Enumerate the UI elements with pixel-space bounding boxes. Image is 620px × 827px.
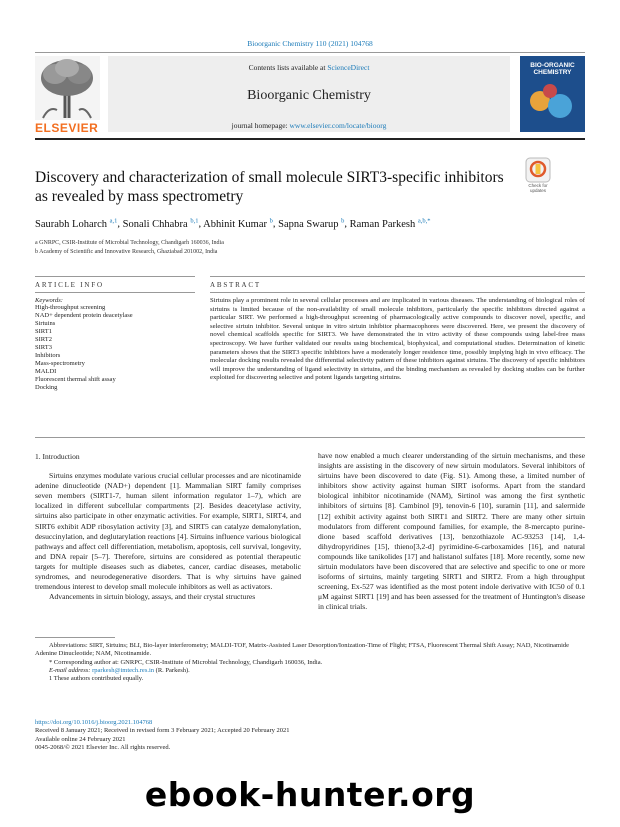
affiliation-b: b Academy of Scientific and Innovative Research, Ghaziabad 201002, India bbox=[35, 249, 218, 255]
keyword-item: Inhibitors bbox=[35, 352, 61, 359]
homepage-line bbox=[108, 121, 510, 130]
available-online: Available online 24 February 2021 bbox=[35, 735, 126, 743]
intro-heading: 1. Introduction bbox=[35, 452, 80, 461]
doi-link[interactable]: https://doi.org/10.1016/j.bioorg.2021.104768 bbox=[35, 719, 153, 726]
check-updates-line1: Check for bbox=[528, 183, 548, 188]
intro-left-column bbox=[35, 452, 301, 602]
copyright: 0045-2068/© 2021 Elsevier Inc. All rights reserved. bbox=[35, 743, 171, 751]
abstract-heading: ABSTRACT bbox=[210, 281, 261, 289]
header-top-rule bbox=[35, 52, 585, 53]
article-info-heading: ARTICLE INFO bbox=[35, 281, 104, 289]
check-updates-line2: updates bbox=[529, 188, 546, 193]
affiliation-a: a GNRPC, CSIR-Institute of Microbial Technology, Chandigarh 160036, India bbox=[35, 240, 224, 246]
email-suffix: (R. Parkesh). bbox=[154, 666, 190, 674]
email-footnote bbox=[35, 667, 585, 675]
intro-paragraph-1: Sirtuins enzymes modulate various crucial cellular processes and are nicotinamide adenine dinucleotide (NAD+) dependent [1]. Mammalian SIRT family comprises seven members (SIRT1-7, human silent information regulator 1–7), which are localized in different subcellular compartments [2]. Besides deacetylase activity, sirtuins also participate in other enzymatic activities. For example, SIRT1, SIRT4, and SIRT6 exhibit ADP ribosylation activity [3], and SIRT5 can catalyze demalonylation, desuccinylation, and deglutarylation reactions [4]. Sirtuins influence various biological pathways and affect cell differentiation, metabolism, apoptosis, cell survival, longevity, and DNA repair [5–7]. Therefore, sirtuins are considered as potential therapeutic targets for multiple diseases such as diabetes, cancer, cardiac diseases, metabolic syndromes, and neurodegenerative disorders. That is why sirtuins have gained tremendous interest to develop small molecule inhibitors as well as activators. bbox=[35, 471, 301, 592]
abstract-bottom-rule bbox=[35, 437, 585, 438]
keyword-item: SIRT2 bbox=[35, 336, 52, 343]
article-title bbox=[35, 168, 505, 206]
author-list: Saurabh Loharch $^{a,1}$, Sonali Chhabra $^{b,1}$, Abhinit Kumar $^b$, Sapna Swarup $^b$, Raman Parkesh $^{a,b,*}$ bbox=[35, 217, 431, 230]
contents-line bbox=[108, 63, 510, 72]
watermark-text: ebook-hunter.org bbox=[144, 775, 476, 814]
keyword-item: SIRT3 bbox=[35, 344, 52, 351]
author[interactable]: Abhinit Kumar $^b$ bbox=[203, 217, 273, 230]
footnote-rule bbox=[35, 637, 115, 638]
elsevier-tree-logo bbox=[35, 56, 100, 131]
keyword-item: Fluorescent thermal shift assay bbox=[35, 376, 116, 383]
journal-title: Bioorganic Chemistry bbox=[247, 88, 371, 103]
cover-art bbox=[520, 76, 585, 126]
keyword-item: SIRT1 bbox=[35, 328, 52, 335]
intro-right-column bbox=[318, 451, 585, 613]
abbreviations-footnote: Abbreviations: SIRT, Sirtuins; BLI, Bio-layer interferometry; MALDI-TOF, Matrix-Assisted Laser Desorption/Ionization-Time of Flight; FTSA, Fluorescent Thermal Shift Assay; NAD, Nicotinamide Adenine Dinucleotide; NAM, Nicotinamide. bbox=[35, 642, 570, 658]
article-title-line2: as revealed by mass spectrometry bbox=[35, 188, 244, 205]
keywords-list bbox=[35, 304, 195, 392]
check-updates-label bbox=[516, 183, 560, 193]
keyword-item: NAD+ dependent protein deacetylase bbox=[35, 312, 133, 319]
article-info-rule-2 bbox=[35, 292, 195, 293]
cover-title-line2: CHEMISTRY bbox=[533, 69, 572, 76]
check-updates-icon bbox=[524, 156, 552, 184]
keyword-item: Sirtuins bbox=[35, 320, 56, 327]
keywords-label: Keywords: bbox=[35, 297, 63, 304]
abstract-rule bbox=[210, 276, 585, 277]
journal-cover-image bbox=[520, 56, 585, 132]
author[interactable]: Raman Parkesh $^{a,b,*}$ bbox=[349, 217, 431, 230]
elsevier-wordmark: ELSEVIER bbox=[35, 121, 99, 135]
keyword-item: Docking bbox=[35, 384, 58, 391]
received-dates: Received 8 January 2021; Received in revised form 3 February 2021; Accepted 20 February 2021 bbox=[35, 727, 290, 735]
header-bottom-rule bbox=[35, 138, 585, 140]
article-history bbox=[35, 719, 290, 752]
abstract-text: Sirtuins play a prominent role in several cellular processes and are implicated in various diseases. The understanding of biological roles of sirtuins is limited because of the non-availability of small molecule inhibitors, particularly the specific inhibitors directed against a particular SIRT. We performed a high-throughput screening of pharmacologically active compounds to discover novel, specific, and selective sirtuin inhibitor. Several unique in vitro sirtuin inhibitor pharmacophores were discovered. Here, we present the discovery of novel chemical scaffolds specific for SIRT3. We have demonstrated the in vitro activity of these compounds using label-free mass spectroscopy. We have further validated our results using biochemical, biophysical, and computational studies. Determination of kinetic parameters shows that the SIRT3 specific inhibitors have a moderately longer residence time, possibly implying high in vivo efficacy. The molecular docking results revealed the differential selectivity pattern of these inhibitors against sirtuins. The discovery of specific inhibitors will improve the understanding of ligand selectivity in sirtuins, and the binding mechanism as revealed by docking studies can be further exploited for discovering selective and potent ligands targeting sirtuins. bbox=[210, 297, 585, 382]
footnotes bbox=[35, 642, 585, 683]
article-info-rule bbox=[35, 276, 195, 277]
check-for-updates-badge[interactable] bbox=[524, 156, 552, 184]
homepage-prefix: journal homepage: bbox=[231, 121, 290, 130]
keyword-item: Mass-spectrometry bbox=[35, 360, 85, 367]
author[interactable]: Sapna Swarup $^b$ bbox=[278, 217, 345, 230]
sciencedirect-link[interactable]: ScienceDirect bbox=[327, 63, 370, 72]
author[interactable]: Saurabh Loharch $^{a,1}$ bbox=[35, 217, 118, 230]
keyword-item: High-throughput screening bbox=[35, 304, 106, 311]
email-link[interactable]: rparkesh@imtech.res.in bbox=[92, 666, 155, 674]
cover-title-line1: BIO-ORGANIC bbox=[530, 62, 575, 69]
keywords-block bbox=[35, 297, 195, 392]
article-title-line1: Discovery and characterization of small molecule SIRT3-specific inhibitors bbox=[35, 169, 504, 186]
keyword-item: MALDI bbox=[35, 368, 57, 375]
homepage-link[interactable]: www.elsevier.com/locate/bioorg bbox=[289, 121, 387, 130]
journal-reference[interactable]: Bioorganic Chemistry 110 (2021) 104768 bbox=[247, 39, 373, 48]
equal-contribution-footnote: 1 These authors contributed equally. bbox=[49, 675, 144, 683]
contents-prefix: Contents lists available at bbox=[248, 63, 328, 72]
intro-paragraph-2: Advancements in sirtuin biology, assays, and their crystal structures bbox=[49, 592, 256, 602]
corresponding-footnote: * Corresponding author at: GNRPC, CSIR-Institute of Microbial Technology, Chandigarh 160036, India. bbox=[49, 658, 323, 666]
email-label: E-mail address: bbox=[49, 666, 93, 674]
intro-right-paragraph: have now enabled a much clearer understanding of the sirtuin mechanisms, and these insights are assisting in the discovery of new sirtuin modulators. Several inhibitors of sirtuins have been discovered to date (Fig. S1). Among these, a limited number of inhibitors show activity against human SIRT isoforms. Apart from the standard biological inhibitor nicotinamide (NAM), Sirtinol was among the first synthetic inhibitors of sirtuins [8]. Cambinol [9], tenovin-6 [10], suramin [11], and salermide [12] exhibit activity against both SIRT1 and SIRT2. There are many other sirtuin modulators from different compound families, for example, the 8-mercapto purine-dione based scaffold derivatives [13], benzothiazole AC-93253 [14], 1,4-dihydropyridines [15], thieno[3,2-d] pyrimidine-6-carboxamides [16], and natural compounds like tanikolides [17] and halistanol sulfates [18]. More recently, some new sirtuin modulators have been discovered that are selective and specific to one or more isoforms of sirtuins, mainly targeting SIRT1 and SIRT2. From a high throughput screening, Ex-527 was identified as the most potent indole derivative with IC50 of 0.1 μM against SIRT1 [19] and has been assessed for the treatment of Huntington's disease in clinical trials. bbox=[318, 451, 585, 612]
journal-header-band bbox=[108, 56, 510, 132]
abstract-rule-2 bbox=[210, 292, 585, 293]
author[interactable]: Sonali Chhabra $^{b,1}$ bbox=[122, 217, 199, 230]
